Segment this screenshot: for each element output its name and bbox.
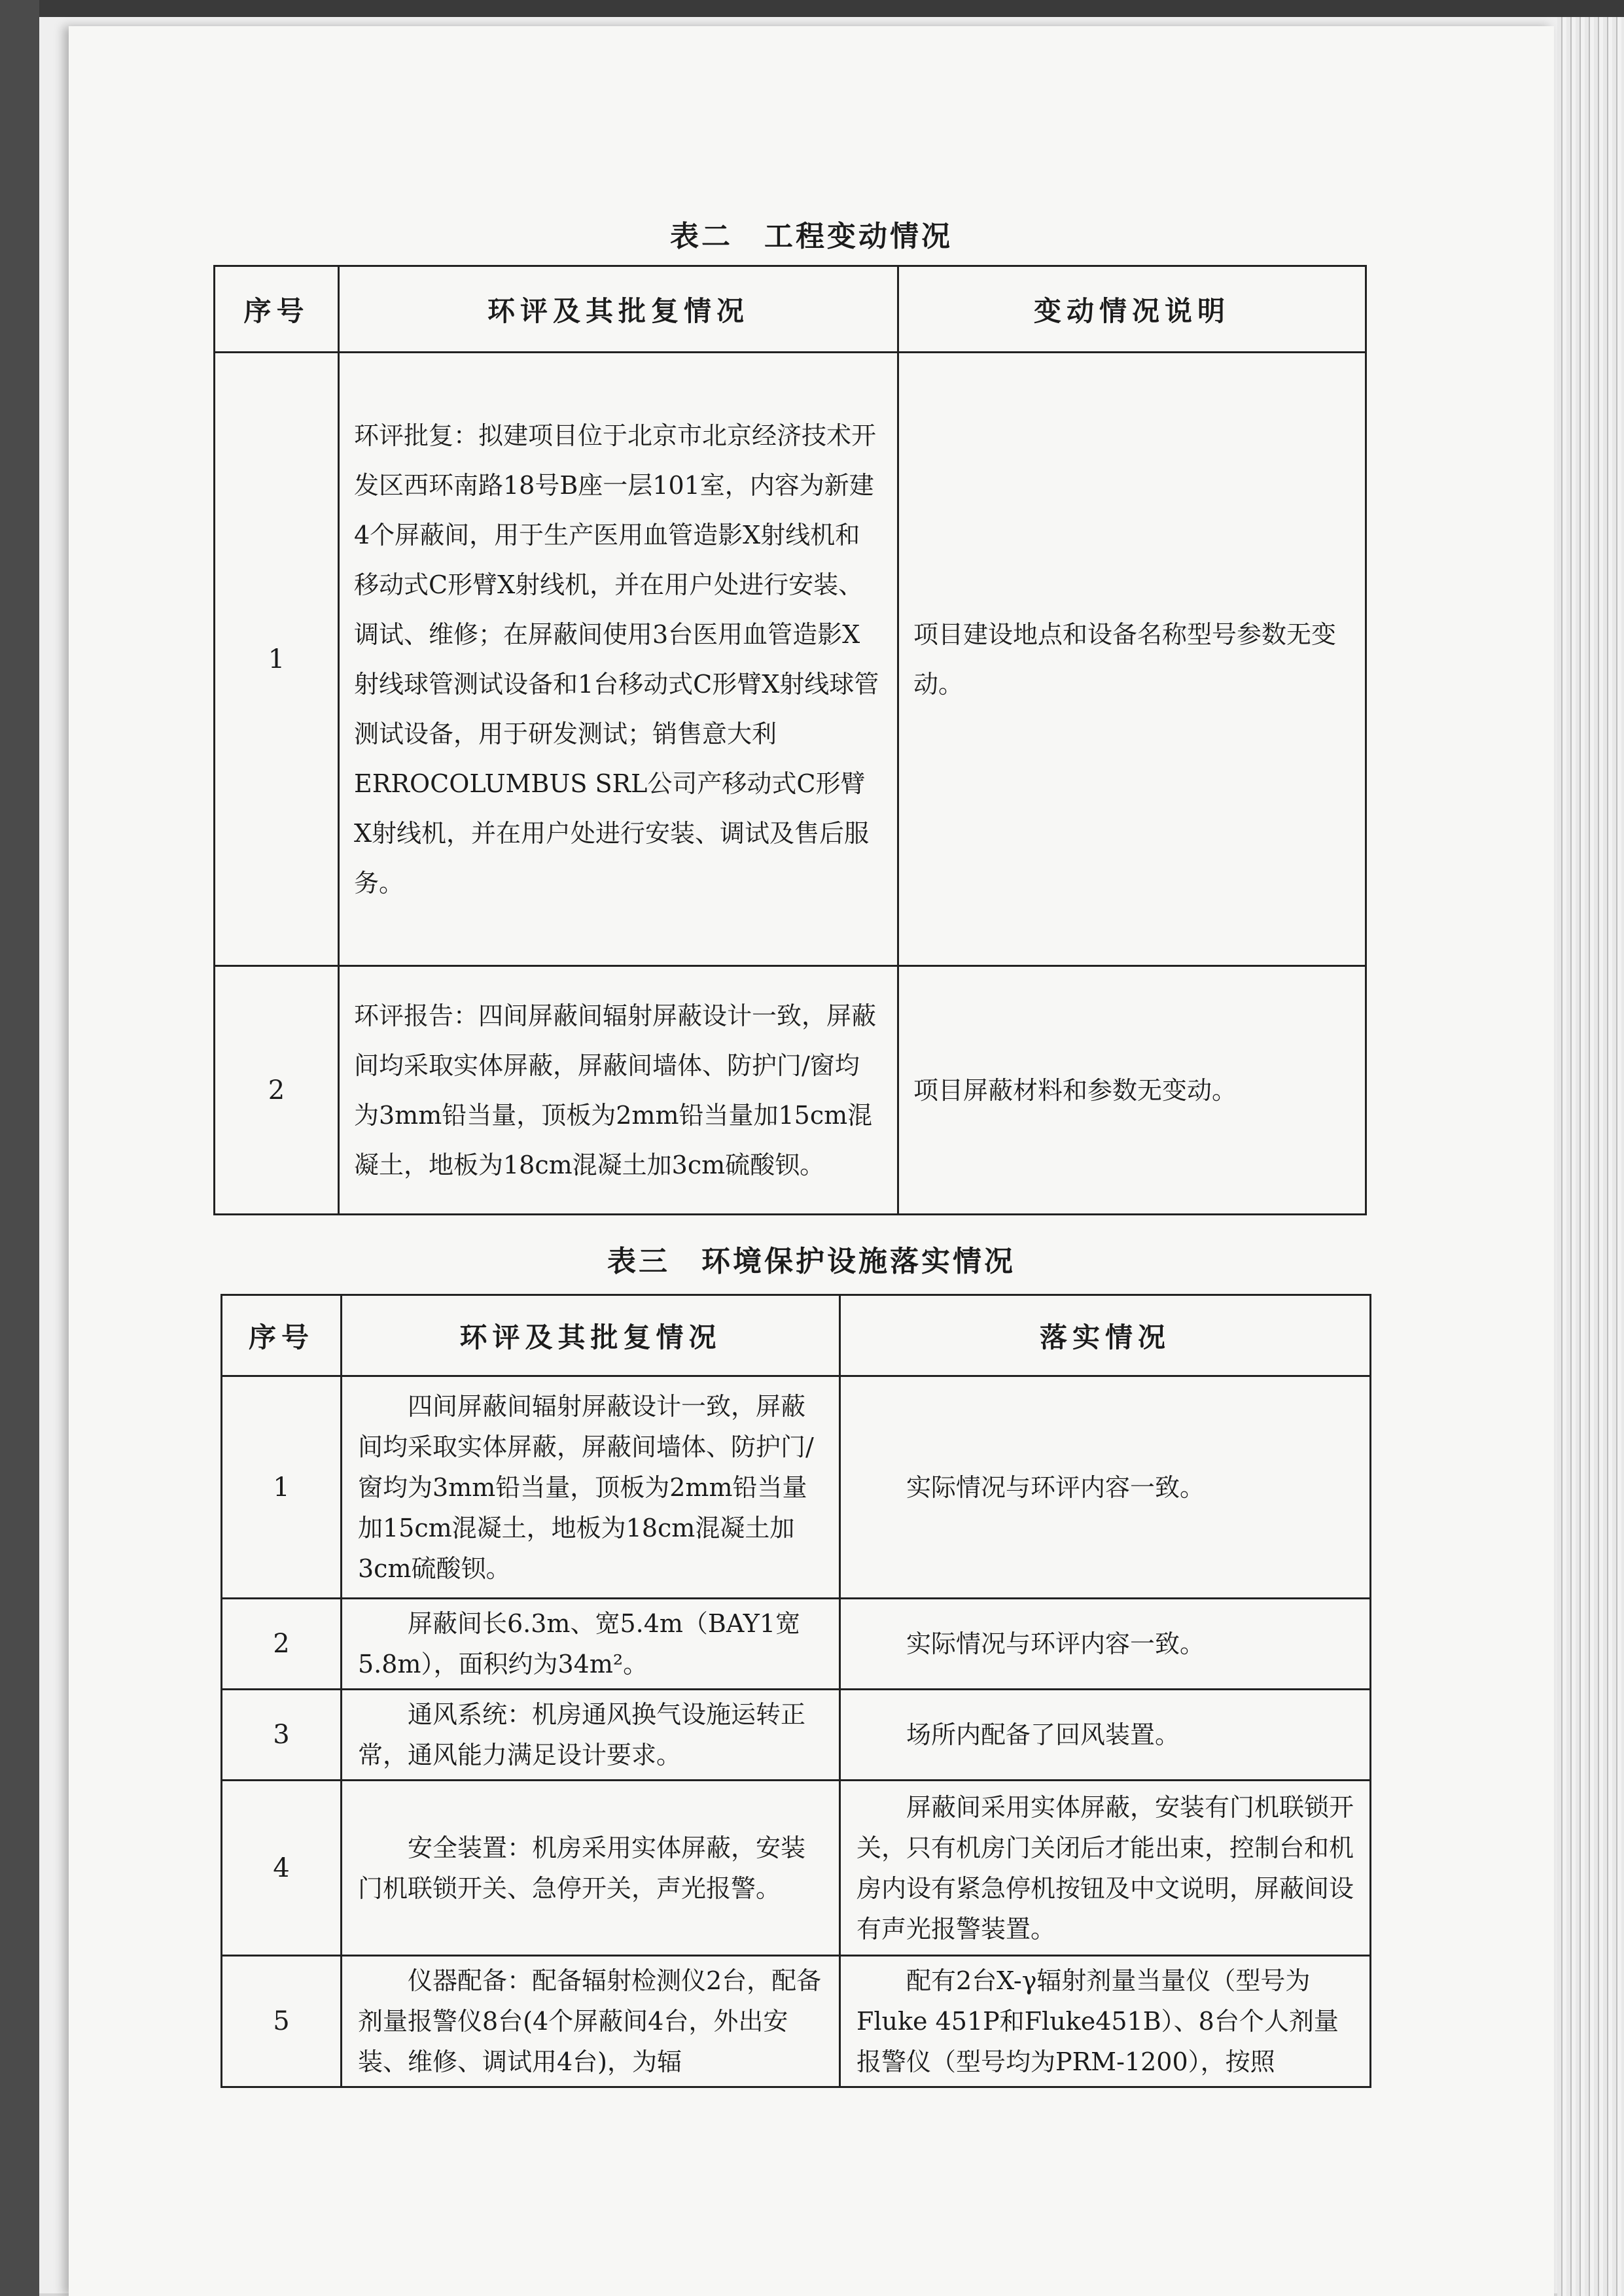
row-number: 3 xyxy=(222,1690,342,1781)
row-number: 5 xyxy=(222,1956,342,2087)
header-index: 序号 xyxy=(222,1295,342,1376)
approval-text: 四间屏蔽间辐射屏蔽设计一致，屏蔽间均采取实体屏蔽，屏蔽间墙体、防护门/窗均为3mm铅当量，顶板为2mm铅当量加15cm混凝土，地板为18cm混凝土加3cm硫酸钡。 xyxy=(342,1376,840,1599)
table-row xyxy=(215,966,1366,1215)
change-text: 项目建设地点和设备名称型号参数无变动。 xyxy=(898,353,1366,966)
header-status: 落实情况 xyxy=(840,1295,1371,1376)
approval-text: 通风系统：机房通风换气设施运转正常，通风能力满足设计要求。 xyxy=(342,1690,840,1781)
row-number: 1 xyxy=(215,353,339,966)
status-text: 配有2台X-γ辐射剂量当量仪（型号为Fluke 451P和Fluke451B）、8台个人剂量报警仪（型号均为PRM-1200），按照 xyxy=(840,1956,1371,2087)
page-stack-edge xyxy=(1557,17,1624,2296)
scan-border-top xyxy=(0,0,1624,17)
status-text: 场所内配备了回风装置。 xyxy=(840,1690,1371,1781)
approval-text: 仪器配备：配备辐射检测仪2台，配备剂量报警仪8台(4个屏蔽间4台，外出安装、维修、调试用4台)，为辐 xyxy=(342,1956,840,2087)
change-text: 项目屏蔽材料和参数无变动。 xyxy=(898,966,1366,1215)
row-number: 1 xyxy=(222,1376,342,1599)
status-text: 实际情况与环评内容一致。 xyxy=(840,1376,1371,1599)
approval-text: 环评批复：拟建项目位于北京市北京经济技术开发区西环南路18号B座一层101室，内容为新建4个屏蔽间，用于生产医用血管造影X射线机和移动式C形臂X射线机，并在用户处进行安装、调试、维修；在屏蔽间使用3台医用血管造影X射线球管测试设备和1台移动式C形臂X射线球管测试设备，用于研发测试；销售意大利ERROCOLUMBUS SRL公司产移动式C形臂X射线机，并在用户处进行安装、调试及售后服务。 xyxy=(339,353,898,966)
scan-border-left xyxy=(0,0,39,2296)
table-row xyxy=(222,1956,1371,2087)
row-number: 2 xyxy=(222,1599,342,1690)
header-approval: 环评及其批复情况 xyxy=(342,1295,840,1376)
table3-title: 表三 环境保护设施落实情况 xyxy=(607,1245,1015,1278)
status-text: 实际情况与环评内容一致。 xyxy=(840,1599,1371,1690)
table-row xyxy=(215,353,1366,966)
approval-text: 安全装置：机房采用实体屏蔽，安装门机联锁开关、急停开关，声光报警。 xyxy=(342,1781,840,1956)
table2-title: 表二 工程变动情况 xyxy=(670,220,953,253)
table-row xyxy=(222,1690,1371,1781)
row-number: 4 xyxy=(222,1781,342,1956)
header-index: 序号 xyxy=(215,266,339,353)
table-row xyxy=(222,1599,1371,1690)
table3 xyxy=(221,1294,1371,2088)
approval-text: 环评报告：四间屏蔽间辐射屏蔽设计一致，屏蔽间均采取实体屏蔽，屏蔽间墙体、防护门/窗均为3mm铅当量，顶板为2mm铅当量加15cm混凝土，地板为18cm混凝土加3cm硫酸钡。 xyxy=(339,966,898,1215)
header-change: 变动情况说明 xyxy=(898,266,1366,353)
table3-header-row xyxy=(222,1295,1371,1376)
approval-text: 屏蔽间长6.3m、宽5.4m（BAY1宽5.8m），面积约为34m²。 xyxy=(342,1599,840,1690)
document-page xyxy=(69,26,1554,2296)
table-row xyxy=(222,1376,1371,1599)
header-approval: 环评及其批复情况 xyxy=(339,266,898,353)
table-row xyxy=(222,1781,1371,1956)
status-text: 屏蔽间采用实体屏蔽，安装有门机联锁开关，只有机房门关闭后才能出束，控制台和机房内设有紧急停机按钮及中文说明，屏蔽间设有声光报警装置。 xyxy=(840,1781,1371,1956)
row-number: 2 xyxy=(215,966,339,1215)
table2-header-row xyxy=(215,266,1366,353)
table2 xyxy=(213,265,1367,1215)
